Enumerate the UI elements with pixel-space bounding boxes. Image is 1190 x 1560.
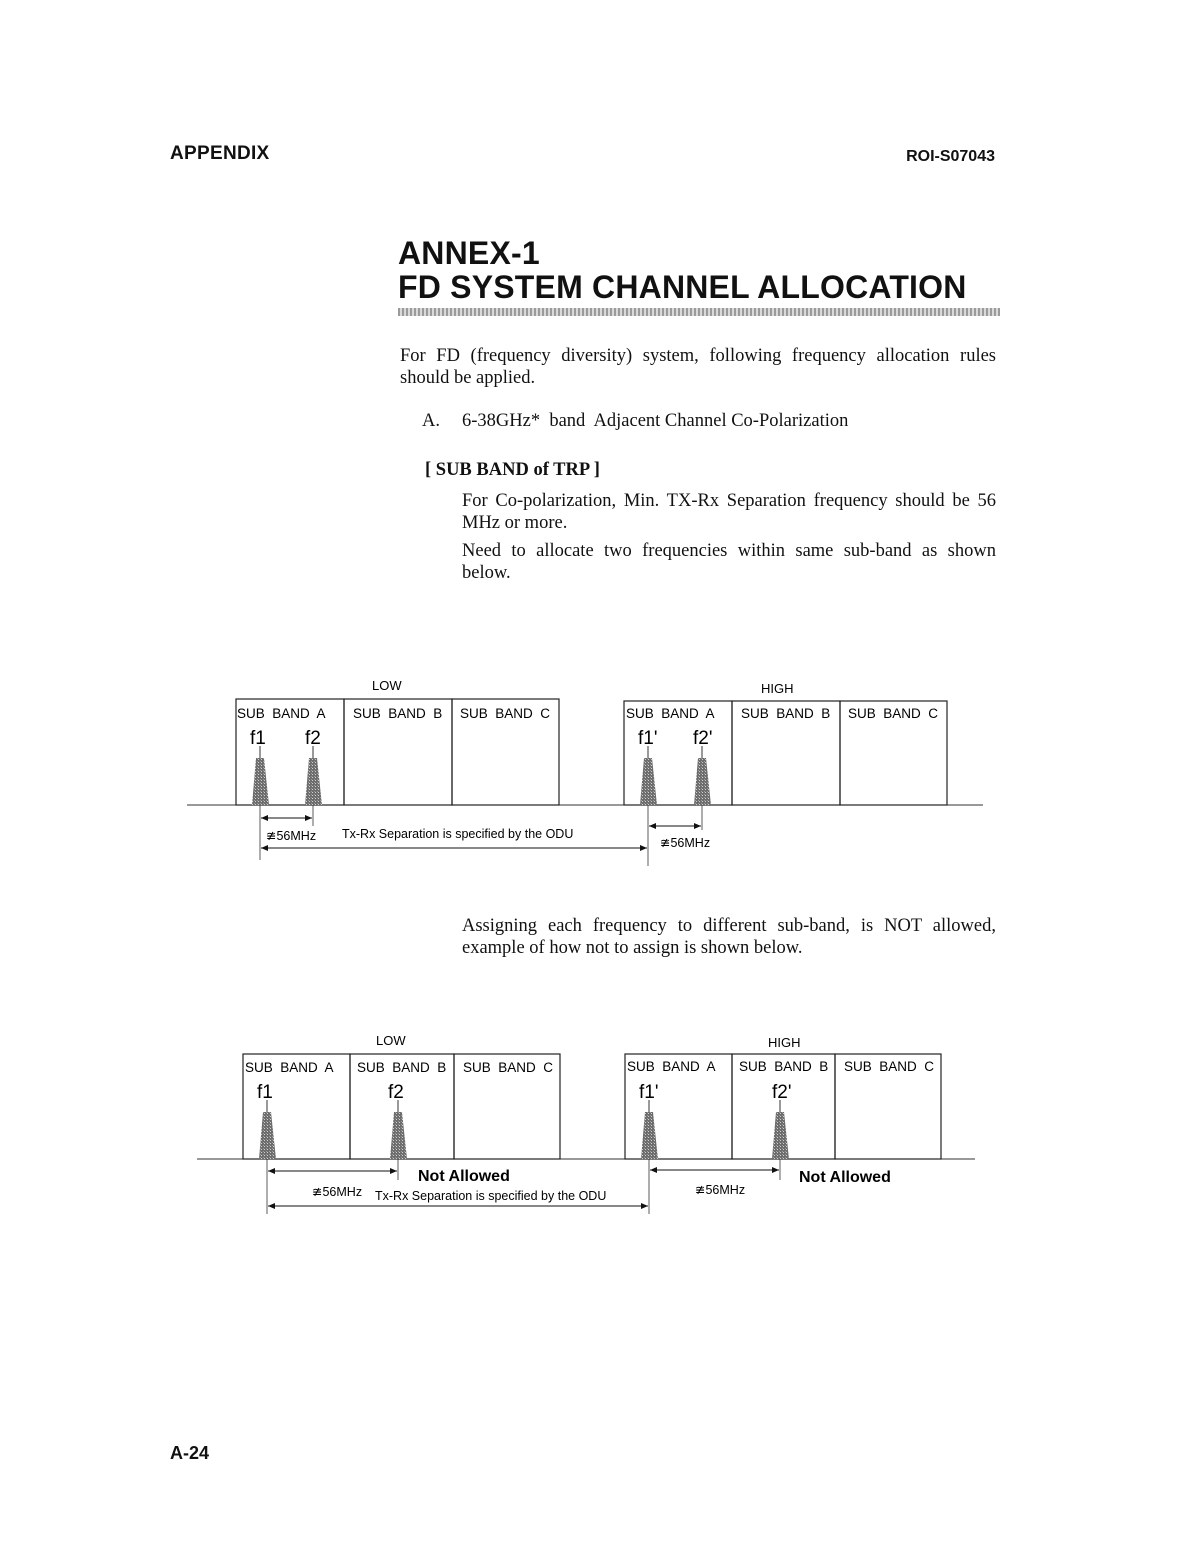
diagram-allowed <box>187 678 983 866</box>
f2-label: f2 <box>388 1082 404 1103</box>
item-a-text: 6-38GHz* band Adjacent Channel Co-Polarization <box>462 411 849 431</box>
high-separation-label: ≇56MHz <box>695 1183 746 1197</box>
f2p-label: f2' <box>693 728 713 749</box>
f1p-carrier <box>640 758 657 805</box>
f1-label: f1 <box>257 1082 273 1103</box>
intro-paragraph: For FD (frequency diversity) system, following frequency allocation rules should be applied. <box>400 346 996 388</box>
f1p-carrier <box>641 1112 658 1159</box>
high-subband-b-label: SUB BAND B <box>741 706 831 721</box>
f1-carrier <box>252 758 269 805</box>
page-number: A-24 <box>170 1443 210 1463</box>
high-subband-a-label: SUB BAND A <box>626 706 715 721</box>
not-allowed-low-label: Not Allowed <box>418 1168 510 1185</box>
high-label: HIGH <box>761 681 794 696</box>
allocation-paragraph: Need to allocate two frequencies within same sub-band as shown below. <box>462 541 996 583</box>
low-label: LOW <box>372 678 402 693</box>
high-subband-a-label: SUB BAND A <box>627 1059 716 1074</box>
txrx-label: Tx-Rx Separation is specified by the ODU <box>375 1189 607 1203</box>
low-subband-a-label: SUB BAND A <box>237 706 326 721</box>
low-label: LOW <box>376 1033 406 1048</box>
f2-carrier <box>390 1112 407 1159</box>
f1p-label: f1' <box>638 728 658 749</box>
high-subbands <box>624 701 947 805</box>
f2-label: f2 <box>305 728 321 749</box>
high-subband-c-label: SUB BAND C <box>848 706 939 721</box>
low-subband-c-label: SUB BAND C <box>460 706 551 721</box>
f1-label: f1 <box>250 728 266 749</box>
low-separation-label: ≇56MHz <box>312 1185 363 1199</box>
f1-carrier <box>259 1112 276 1159</box>
f2p-carrier <box>694 758 711 805</box>
not-allowed-high-label: Not Allowed <box>799 1169 891 1186</box>
annex-title-line-1: ANNEX-1 <box>398 235 540 271</box>
f2-carrier <box>305 758 322 805</box>
appendix-header: APPENDIX <box>170 143 270 164</box>
annex-title-line-2: FD SYSTEM CHANNEL ALLOCATION <box>398 269 967 305</box>
document-number: ROI-S07043 <box>906 148 995 165</box>
subband-heading: [ SUB BAND of TRP ] <box>425 460 600 480</box>
high-subband-c-label: SUB BAND C <box>844 1059 935 1074</box>
low-separation-label: ≇56MHz <box>266 829 317 843</box>
low-subband-b-label: SUB BAND B <box>353 706 443 721</box>
f1p-label: f1' <box>639 1082 659 1103</box>
txrx-label: Tx-Rx Separation is specified by the ODU <box>342 827 574 841</box>
item-a-marker: A. <box>422 411 440 431</box>
low-subband-c-label: SUB BAND C <box>463 1060 554 1075</box>
f2p-label: f2' <box>772 1082 792 1103</box>
high-subband-b-label: SUB BAND B <box>739 1059 829 1074</box>
low-subbands <box>236 699 559 805</box>
low-subband-a-label: SUB BAND A <box>245 1060 334 1075</box>
diagram-not-allowed <box>197 1033 975 1214</box>
f2p-carrier <box>772 1112 789 1159</box>
high-separation-label: ≇56MHz <box>660 836 711 850</box>
not-allowed-paragraph: Assigning each frequency to different sub-band, is NOT allowed, example of how not to assign is shown below. <box>462 916 996 958</box>
low-subband-b-label: SUB BAND B <box>357 1060 447 1075</box>
copolarization-paragraph: For Co-polarization, Min. TX-Rx Separation frequency should be 56 MHz or more. <box>462 491 996 533</box>
high-label: HIGH <box>768 1035 801 1050</box>
